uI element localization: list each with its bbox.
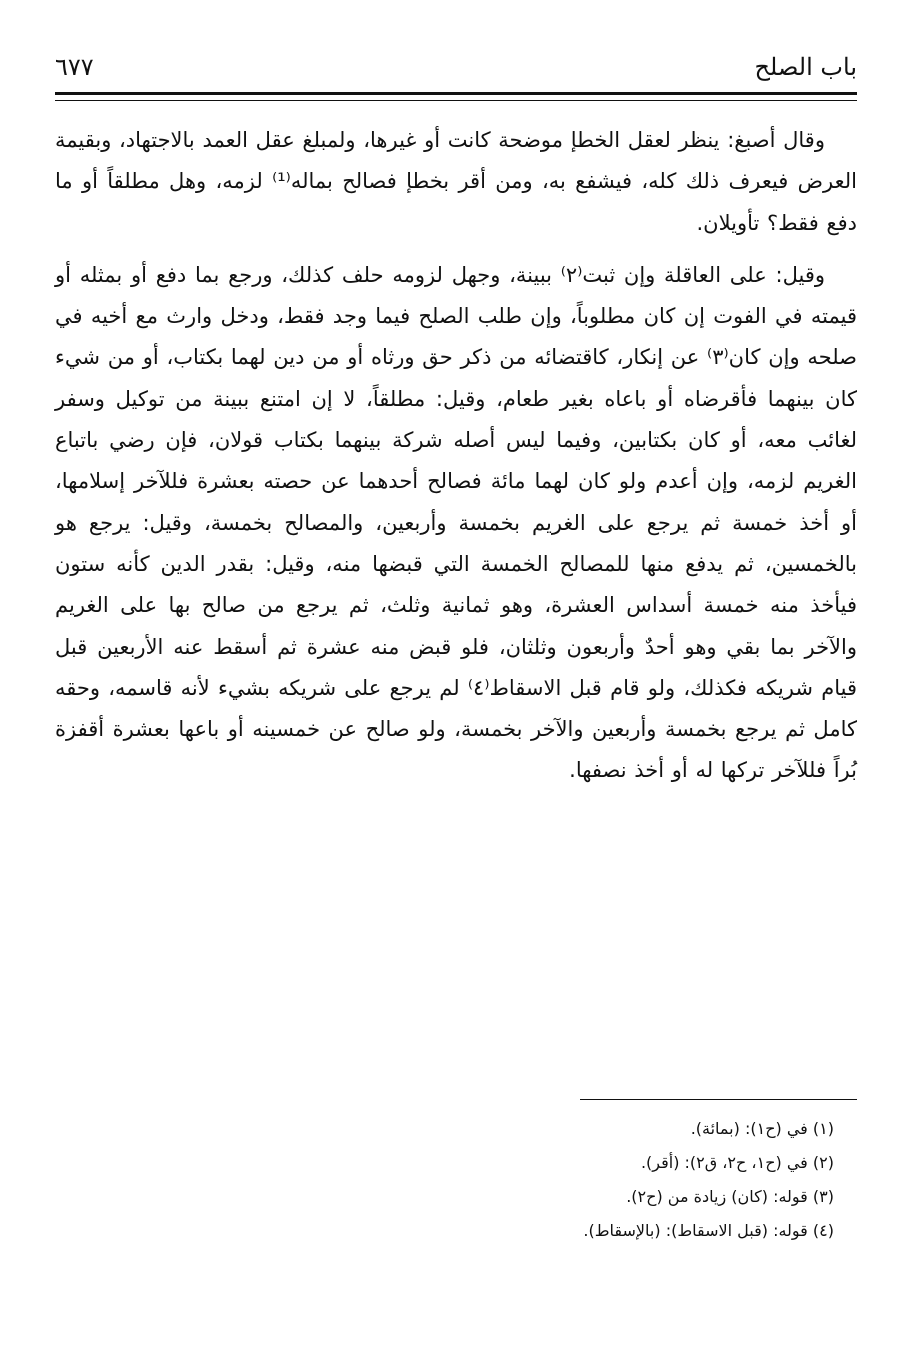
footnote: (٣) قوله: (كان) زيادة من (ح٢). <box>626 1187 834 1206</box>
paragraph <box>55 120 857 244</box>
footnotes <box>55 1112 834 1248</box>
paragraph-text: وقال أصبغ: ينظر لعقل الخطإ موضحة كانت أو غيرها، ولمبلغ عقل العمد بالاجتهاد، وبقيمة العرض فيعرف ذلك كله، فيشفع به، ومن أقر بخطإ فصالح بماله⁽¹⁾ لزمه، وهل مطلقاً أو ما دفع فقط؟ تأويلان. <box>55 128 858 235</box>
header-double-rule <box>55 92 857 101</box>
footnote: (١) في (ح١): (بمائة). <box>690 1119 834 1138</box>
footnote: (٤) قوله: (قبل الاسقاط): (بالإسقاط). <box>583 1221 834 1240</box>
paragraph-text: وقيل: على العاقلة وإن ثبت⁽٢⁾ ببينة، وجهل لزومه حلف كذلك، ورجع بما دفع أو بمثله أو قيمته في الفوت إن كان مطلوباً، وإن طلب الصلح فيما وجد فقط، ودخل وارث مع أخيه في صلحه وإن كان⁽٣⁾ عن إنكار، كاقتضائه من ذكر حق ورثاه أو من دين لهما بكتاب، أو من شيء كان بينهما فأقرضاه أو باعاه بغير طعام، وقيل: مطلقاً، لا إن امتنع ببينة من توكيل وسفر لغائب معه، أو كان بكتابين، وفيما ليس أصله شركة بينهما بكتاب قولان، فإن رضي باتباع الغريم لزمه، وإن أعدم ولو كان لهما مائة فصالح أحدهما عن حصته بعشرة فللآخر إسلامها، أو أخذ خمسة ثم يرجع على الغريم بخمسة وأربعين، والمصالح بخمسة، وقيل: يرجع هو بالخمسين، ثم يدفع منها للمصالح الخمسة التي قبضها منه، وقيل: بقدر الدين كأنه ستون فيأخذ منه خمسة أسداس العشرة، وهو ثمانية وثلث، ثم يرجع من صالح بها على الغريم والآخر بما بقي وهو أحدٌ وأربعون وثلثان، فلو قبض منه عشرة ثم أسقط عنه الأربعين قبل قيام شريكه فكذلك، ولو قام قبل الاسقاط⁽٤⁾ لم يرجع على شريكه بشيء لأنه قاسمه، وحقه كامل ثم يرجع بخمسة وأربعين والآخر بخمسة، ولو صالح عن خمسينه أو باعها بعشرة أقفزة بُراً فللآخر تركها له أو أخذ نصفها. <box>55 262 858 783</box>
running-head <box>55 52 857 86</box>
main-text <box>55 120 857 792</box>
footnote: (٢) في (ح١، ح٢، ق٢): (أقر). <box>640 1153 834 1172</box>
footnote-separator <box>580 1099 857 1100</box>
page-number: ٦٧٧ <box>55 53 94 81</box>
paragraph <box>55 255 857 792</box>
chapter-title: باب الصلح <box>754 53 857 81</box>
